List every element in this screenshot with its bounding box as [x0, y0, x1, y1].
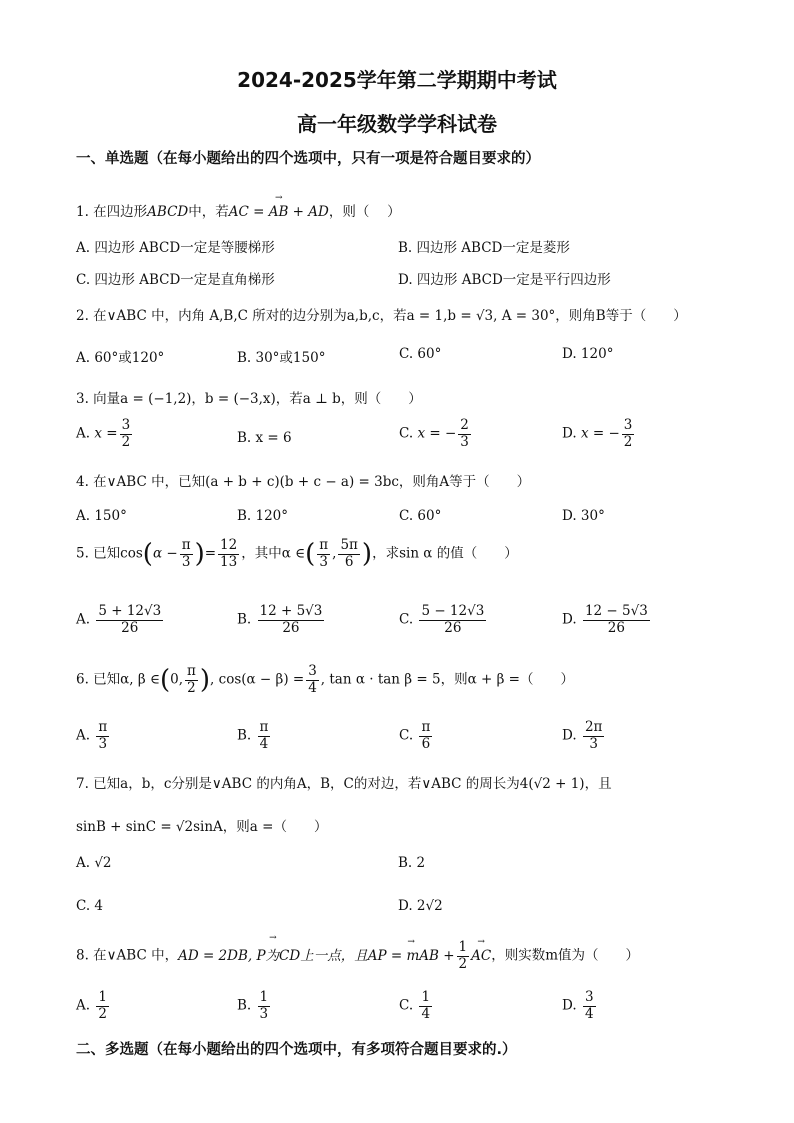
q4-option-c: C. 60°: [399, 508, 442, 524]
q1-text-b: 中，若: [188, 204, 229, 220]
q7-option-c: C. 4: [76, 898, 104, 914]
q3-option-c: C. x = − $\frac{2}{3}$: [399, 417, 469, 450]
q6-option-a: A. $\frac{\pi}{3}$: [76, 719, 108, 752]
q1-text-a: 1. 在四边形: [76, 204, 148, 220]
q1-option-d: D. 四边形 ABCD一定是平行四边形: [398, 272, 611, 288]
question-6: 6. 已知α, β ∈(0, $\frac{\pi}{2}$ ), cos(α − β) = $\frac{3}{4}$ , tan α · tan β = 5，则α + β =（ ）: [76, 663, 574, 696]
question-7-line2: sinB + sinC = √2sinA，则a =（ ）: [76, 819, 328, 835]
question-2: 2. 在∨ABC 中，内角 A,B,C 所对的边分别为a,b,c，若a = 1,b = √3, A = 30°，则角B等于（ ）: [76, 308, 687, 324]
q8-option-a: A. $\frac{1}{2}$: [76, 989, 107, 1022]
q1-option-c: C. 四边形 ABCD一定是直角梯形: [76, 272, 275, 288]
question-1: [76, 200, 401, 220]
q7-option-d: D. 2√2: [398, 898, 443, 914]
q6-option-d: D. $\frac{2\pi}{3}$: [562, 719, 603, 752]
q5-option-a: A. $\frac{5 + 12√3}{26}$: [76, 603, 162, 636]
q8-option-c: C. $\frac{1}{4}$: [399, 989, 431, 1022]
question-3: 3. 向量a = (−1,2)，b = (−3,x)，若a ⊥ b，则（ ）: [76, 391, 422, 407]
q1-vector-equation: → AC = AB + AD: [229, 204, 329, 220]
question-8: 8. 在∨ABC 中，→ AD = 2DB, P为CD上一点，且→ AP = mAB + $\frac{1}{2}$ → AC，则实数m值为（ ）: [76, 940, 639, 972]
question-5: 5. 已知cos(α − $\frac{\pi}{3}$ )= $\frac{12}{13}$ ，其中α ∈( $\frac{\pi}{3}$ , $\frac{5\pi}{6}$ )，求sin α 的值（ ）: [76, 537, 518, 570]
q2-option-c: C. 60°: [399, 346, 442, 362]
q8-option-b: B. $\frac{1}{3}$: [237, 989, 269, 1022]
q5-option-d: D. $\frac{12 - 5√3}{26}$: [562, 603, 648, 636]
q2-option-a: A. 60°或120°: [76, 350, 165, 366]
exam-subtitle: 高一年级数学学科试卷: [297, 112, 497, 136]
q3-option-d: D. x = − $\frac{3}{2}$: [562, 417, 633, 450]
q8-option-d: D. $\frac{3}{4}$: [562, 989, 594, 1022]
q1-option-a: A. 四边形 ABCD一定是等腰梯形: [76, 240, 275, 256]
q7-option-b: B. 2: [398, 855, 426, 871]
q5-option-c: C. $\frac{5 - 12√3}{26}$: [399, 603, 485, 636]
section-heading-multiple-choice: 二、多选题（在每小题给出的四个选项中，有多项符合题目要求的.）: [76, 1042, 517, 1058]
q4-option-d: D. 30°: [562, 508, 605, 524]
q4-option-a: A. 150°: [76, 508, 127, 524]
question-7-line1: 7. 已知a，b，c分别是∨ABC 的内角A，B，C的对边，若∨ABC 的周长为4(√2 + 1)，且: [76, 776, 612, 792]
q1-text-c: ，则（ ）: [328, 204, 401, 220]
section-heading-single-choice: 一、单选题（在每小题给出的四个选项中，只有一项是符合题目要求的）: [76, 151, 540, 167]
q3-option-b: B. x = 6: [237, 430, 292, 446]
q1-option-b: B. 四边形 ABCD一定是菱形: [398, 240, 570, 256]
q3-option-a: A. x = $\frac{3}{2}$: [76, 417, 131, 450]
question-4: 4. 在∨ABC 中，已知(a + b + c)(b + c − a) = 3bc，则角A等于（ ）: [76, 474, 531, 490]
q5-option-b: B. $\frac{12 + 5√3}{26}$: [237, 603, 323, 636]
q4-option-b: B. 120°: [237, 508, 289, 524]
q7-option-a: A. √2: [76, 855, 112, 871]
q2-option-d: D. 120°: [562, 346, 614, 362]
q6-option-c: C. $\frac{\pi}{6}$: [399, 719, 431, 752]
exam-title: 2024-2025学年第二学期期中考试: [237, 68, 557, 92]
q2-option-b: B. 30°或150°: [237, 350, 326, 366]
q1-abcd: ABCD: [147, 204, 189, 220]
q6-option-b: B. $\frac{\pi}{4}$: [237, 719, 269, 752]
